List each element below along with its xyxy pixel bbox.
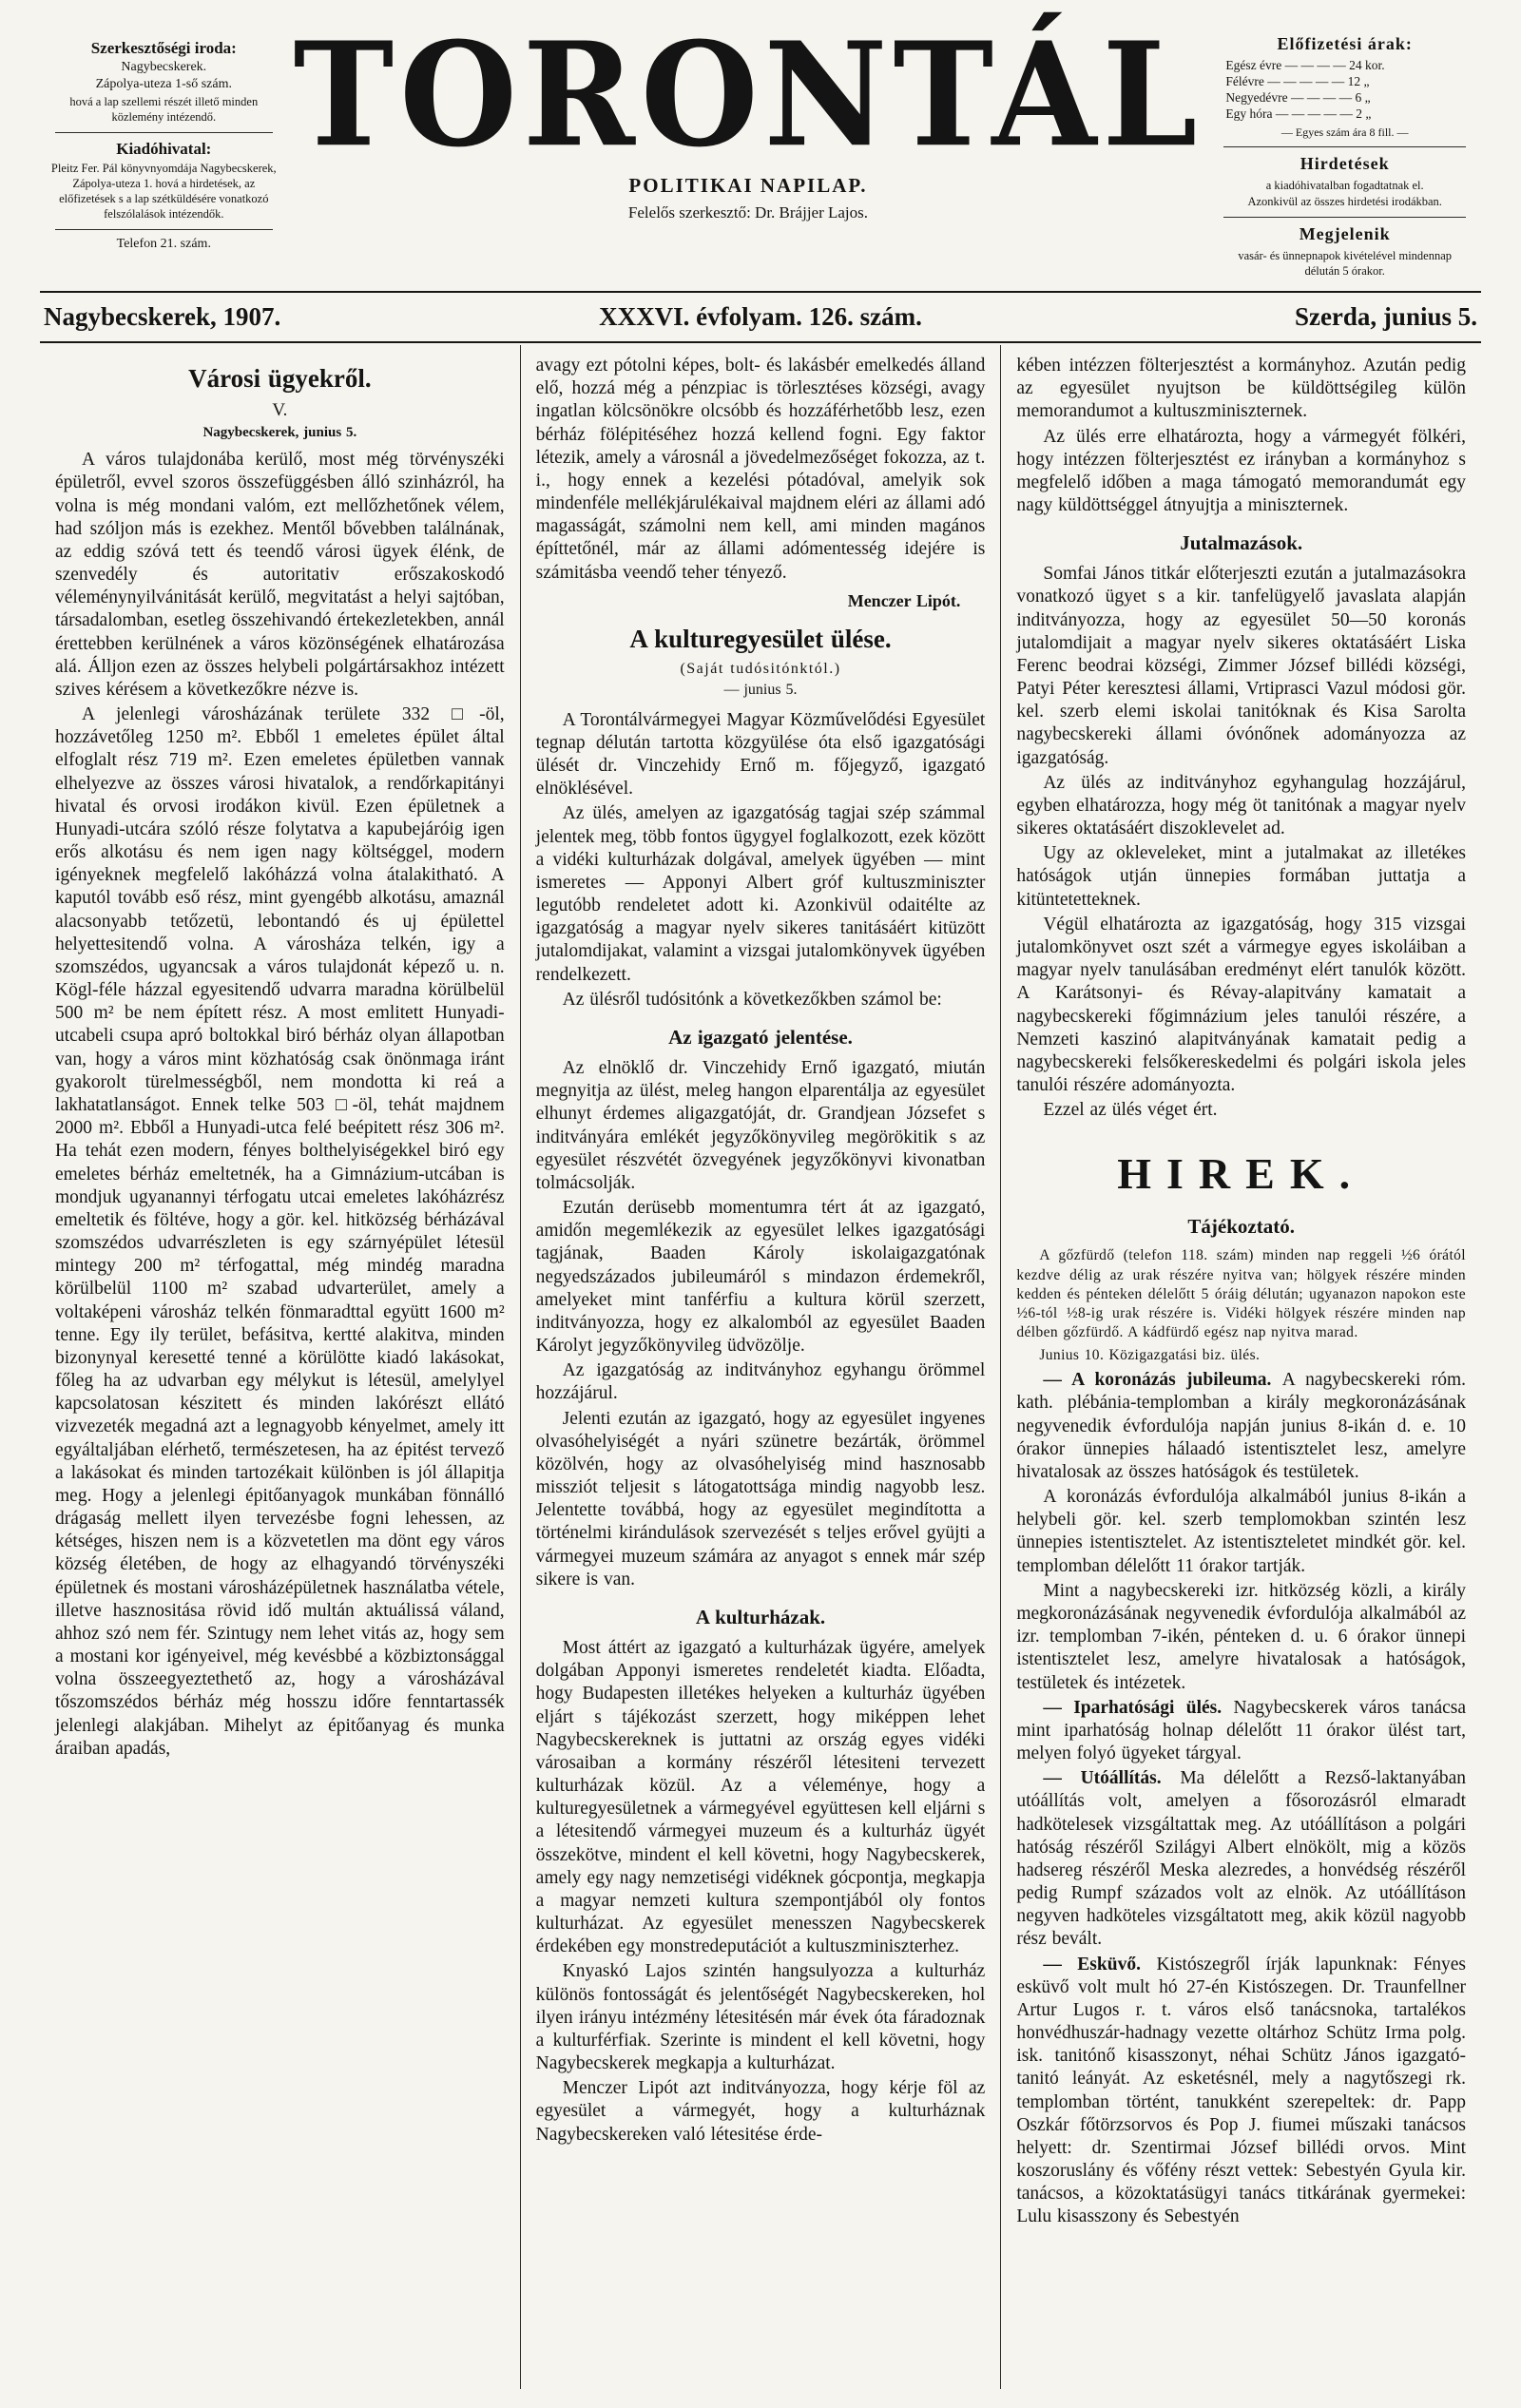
info-note: Azonkivül az összes hirdetési irodákban.	[1247, 195, 1442, 209]
news-item-lead: — Utóállítás.	[1043, 1768, 1181, 1789]
section-heading: Jutalmazások.	[1180, 531, 1303, 555]
editorial-office-box	[40, 23, 288, 254]
small-paragraph: A gőzfürdő (telefon 118. szám) minden nap reggeli ½6 órától kezdve délig az urak részére nyitva van; hölgyek részére minden kedden és pénteken délelőtt 5 óráig délután; ugyanazon napokon este ½6-tól ½8-ig urak részére is. Vidéki hölgyek részére minden nap délben gőzfürdő. A kádfürdő egész nap nyitva marad.	[1016, 1247, 1467, 1340]
paragraph: A város tulajdonába kerülő, most még törvényszéki épületről, evvel szoros összefüggésben álló szinházról, ha volna is még mondani valóm, ezt mellőzhetőnek vélem, had szóljon más is ezekhez. Mentől bővebben találnának, az eddig szóvá tett és teendő városi ügyek élénk, de szenvedély és autoritativ erőszakoskodó véleménynyilvánitását kerülő, megvitatást a helyi sajtóban, társadalomban, esetleg összehivandó értekezletekben, annál érettebben kerülnének a város közönségének elhatározása alá. Álljon ezen az összes helybeli polgártársakhoz intézett szives kérésem a következőkre nézve is.	[55, 450, 505, 700]
office-line: Nagybecskerek.	[121, 60, 207, 74]
paragraph: Az ülés az inditványhoz egyhangulag hozzájárul, egyben elhatározza, hogy még öt tanitónak a magyar nyelv sikeres oktatásáért diszoklevelet ad.	[1016, 772, 1467, 839]
article-dateline: Nagybecskerek, junius 5.	[202, 424, 357, 440]
subscription-price-line: Félévre — — — — — 12 „	[1225, 74, 1370, 88]
paragraph: Jelenti ezután az igazgató, hogy az egyesület ingyenes olvasóhelyiségét a nyári szünetre bezárták, örömmel közölvén, hogy az olvasóhelyiség mind hasznosabb missziót teljesit s látogatottsága mindig nagyobb lesz. Jelentette továbbá, hogy az egyesület megindította a történelmi kirándulások szervezését s teljes erővel gyüjti a vármegyei muzeum számára az anyagot s ennek már szép sikere is van.	[535, 1408, 986, 1589]
subscription-price-line: Negyedévre — — — — 6 „	[1225, 90, 1371, 105]
responsible-editor-line: Felelős szerkesztő: Dr. Brájjer Lajos.	[627, 202, 869, 222]
small-paragraph: Junius 10. Közigazgatási biz. ülés.	[1039, 1347, 1261, 1364]
author-signature: Menczer Lipót.	[847, 590, 961, 610]
column-3	[1000, 345, 1481, 2389]
article-title: A kulturegyesület ülése.	[629, 625, 892, 654]
info-note: a kiadóhivatalban fogadtatnak el.	[1265, 179, 1424, 192]
subscription-price-line: Egy hóra — — — — — 2 „	[1225, 106, 1372, 121]
paragraph: Mint a nagybecskereki izr. hitközség közli, a király megkoronázásának negyvenedik évfordulója alkalmából az izr. templomban 7-ikén, pénteken d. u. 6 órakor ünnepi istentisztelet lesz, amelyre hivatalosak a hatóságok, testületek és intézetek.	[1016, 1580, 1467, 1693]
news-item-lead: — Esküvő.	[1043, 1954, 1157, 1975]
paragraph: Ezután derüsebb momentumra tért át az igazgató, amidőn megemlékezik az egyesület lelkes igazgatósági tagjának, Baaden Károly iskolaigazgatónak negyedszázados jubileumáról s mindazon érdemekről, amelyeket mint tanférfiu a kultura körül szerzett, inditványozza, hogy ez alkalomból az egyesület Baaden Károlyt jegyzőkönyvileg üdvözölje.	[535, 1198, 986, 1357]
paragraph: Az ülés, amelyen az igazgatóság tagjai szép számmal jelentek meg, több fontos ügygyel foglalkozott, ezek között a vidéki kulturházak dolgával, amelyek ügyében — mint ismeretes — Apponyi Albert gróf kultuszminiszter legutóbb rendeletet adott ki. Azonkivül odaitélte az igazgatóság a magyar nyelv sikeres tanitásáért kitüzött jutalomdijakat, valamint a vizsgai jutalomkönyvek ügyében rendelkezett.	[535, 803, 986, 985]
dateline-issue: XXXVI. évfolyam. 126. szám.	[599, 302, 922, 331]
masthead	[40, 11, 1481, 279]
paragraph-continuation: kében intézzen fölterjesztést a kormányhoz. Azután pedig az egyesület nyujtson be küldöttségileg külön memorandumot a kultuszminiszternek.	[1016, 356, 1467, 422]
paragraph: Knyaskó Lajos szintén hangsulyozza a kulturház különös fontosságát és jelentőségét Nagybecskereken, hol ilyen irányu intézmény létesitésén már évek óta fáradoznak a kulturférfiak. Szerinte is mindent el kell követni, hogy Nagybecskerek megkapja a kulturházat.	[535, 1961, 986, 2074]
news-item-lead: — A koronázás jubileuma.	[1043, 1370, 1282, 1391]
paragraph: Ezzel az ülés véget ért.	[1043, 1100, 1218, 1121]
article-columns	[40, 345, 1481, 2389]
paragraph: A jelenlegi városházának területe 332 □-öl, hozzávetőleg 1250 m². Ebből 1 emeletes épület által elfoglalt rész 719 m². Ezen emeletes épületben vannak elhelyezve az összes városi hivatalok, a rendőrkapitányi hivatal és orvosi irodákon kivül. Ezen épületnek a Hunyadi-utcára szóló része folytatva a kapubejáróig igen erős alkotásu és nem igen nagy költséggel, modern igényeknek megfelelő lakóházzá volna átalakitható. A kaputól tovább eső rész, mint gyengébb alkotásu, amaznál alacsonyabb tetőzetü, lebontandó és uj épülettel helyettesitendő volna. A városháza telkén, igy a szomszédos, ugyancsak a város tulajdonát képező u. n. Kögl-féle házzal egyesitendő udvarra maradna körülbelül 500 m² be nem épített rész. A most emlitett Hunyadi-utcabeli csupa apró boltokkal biró bérház olyan állapotban van, hogy a város mint közhatóság csak önönmaga iránt gyakorolt türelmességből, nem mondotta ki reá a lakhatatlanságot. Ennek telke 503 □-öl, tehát majdnem 2000 m². Ebből a Hunyadi-utca felé beépitett rész 306 m². Ha tehát ezen modern, fényes bolthelyiségekkel biró egy emeletes bérház emeltetnék, ha a Gimnázium-utcában is mondjuk ugyanannyi térfogatu utcai emeletes lakóházrész emeltetik és föltéve, hogy a gör. kel. hitközség bérházával szomszédos udvarrészleten is egy szárnyépület létesül mintegy 200 m² térfogattal, még mindég maradna körülbelül 1100 m² szabad udvarterület, amely a voltaképeni városház telkén fönmaradttal együtt 1600 m² tenne. Egy ily terület, befásitva, kertté alakitva, minden bizonynyal keresetté tenné a körülötte kiadó lakásokat, főleg ha az udvarban egy mélykut is létesül, amelylyel kapcsolatosan készitett és minden lakórészt ellátó vizvezeték megadná azt a legnagyobb kényelmet, amely itt egyáltaljában elérhető, természetesen, ha az épitést tervező a lakásokat és minden tartozékait különben is jól állapitja meg. Hogy a jelenlegi épitőanyagok munkában fönnálló drágaság mellett ilyen tervezésbe fogni lehessen, az kétséges, hiszen nem is a közvetetlen ma dönt egy város község életében, de hogy az elhagyandó törvényszéki épületnek és mostani városházépületnek használatba vétele, illetve hasznositása rövid idő multán aktuálissá váland, ahhoz szó nem fér. Szintugy nem lehet vitás az, hogy sem a mostani kor igényeivel, még kevésbbé a közbiztonsággal volna összeegyeztethető az, hogy a városházával tőszomszédos bérház még hosszu időre fenntartassék jelenlegi alakjában. Mihelyt az épitőanyag és munka áraiban apadás,	[55, 704, 505, 1759]
paragraph: Ugy az okleveleket, mint a jutalmakat az illetékes hatóságok utján ünnepies formában juttatja a kitüntetetteknek.	[1016, 843, 1467, 910]
paragraph: — Iparhatósági ülés. Nagybecskerek város tanácsa mint iparhatóság holnap délelőtt 11 órakor ülést tart, melyen folyó ügyeket tárgyal.	[1016, 1697, 1467, 1764]
paragraph: Az igazgatóság az inditványhoz egyhangu örömmel hozzájárul.	[535, 1360, 986, 1404]
paragraph-continuation: avagy ezt pótolni képes, bolt- és lakásbér emelkedés álland elő, hozzá még a pénzpiac is törlesztéses községi, avagy ingatlan kölcsönökre olcsóbb és hozzáférhetőbb lesz, ezen bérház fölépitéséhez hozzá kellend fogni. Egy faktor létezik, amely a városnál a jövedelmezőséget fokozza, az t. i., hogy ennek a kezelési pótadóval, amelyik sok mindenféle mellékjárulékaival majdnem eléri az állami adó magasságát, számolni nem kell, ami minden magános építtetőnél, már az állami adómentesség idejére is számitásba veendő teher tényező.	[535, 356, 986, 583]
date-note: — junius 5.	[723, 681, 798, 698]
paragraph: Végül elhatározta az igazgatóság, hogy 315 vizsgai jutalomkönyvet oszt szét a vármegye egyes iskoláiban a magyar nyelv tanulásában eredményt elért tanulók között. A Karátsonyi- és Révay-alapitvány kamatait a nagybecskereki főgimnázium jeles tanulói részére, a Nemzeti kaszinó alapitványának kamatait pedig a nagybecskereki felsőkereskedelmi és polgári iskola jeles tanulói részére adományozta.	[1016, 914, 1467, 1096]
info-section-title: Hirdetések	[1300, 154, 1390, 173]
masthead-center	[288, 11, 1209, 222]
subscription-info-box	[1208, 23, 1481, 279]
paragraph: — A koronázás jubileuma. A nagybecskereki róm. kath. plébánia-templomban a király megkoronázásának negyvenedik évfordulója napján junius 8-ikán d. e. 10 órakor ünnepies hálaadó istentisztelet lesz, amelyre hivatalosak az összes hatóságok és testületek.	[1016, 1370, 1467, 1482]
office-section-title: Szerkesztőségi iroda:	[90, 39, 237, 57]
office-note: hová a lap szellemi részét illető minden közlemény intézendő.	[69, 95, 259, 125]
newspaper-subtitle: POLITIKAI NAPILAP.	[628, 173, 868, 197]
section-heading: Tájékoztató.	[1187, 1215, 1295, 1239]
section-heading: A kulturházak.	[695, 1605, 826, 1628]
part-number: V.	[272, 400, 288, 421]
paragraph: A koronázás évfordulója alkalmából junius 8-ikán a helybeli gör. kel. szerb templomokban szintén lesz ünnepies istentisztelet. Az istentiszteletet mindkét gör. kel. templomban délelőtt 11 órakor tartják.	[1016, 1487, 1467, 1576]
paragraph: Most áttért az igazgató a kulturházak ügyére, amelyek dolgában Apponyi ismeretes rendeletét kiadta. Előadta, hogy Budapesten illetékes helyeken a kulturház ügyében eljárt s tájékozást szerzett, hogy miképpen lehet Nagybecskereknek is juttatni az ország egyes vidéki városaiban a kormány részéről létesiteni tervezett kulturházak közül. Az a véleménye, hogy a kulturegyesületnek a vármegyével együttesen kell eljárni s a létesitendő vármegyei muzeum és a kulturház ügyét összekötve, mindent el kell követni, hogy Nagybecskerek, amely egy nagy nemzetiségi vidéknek gócpontja, megkapja a magyar nemzeti kultura szempontjából oly fontos kulturházat. Az egyesület menesszen Nagybecskerek érdekében egy monstredeputációt a kultuszminiszterhez.	[535, 1637, 986, 1957]
dateline-place: Nagybecskerek, 1907.	[44, 302, 281, 331]
news-section-title: HIREK.	[1117, 1149, 1366, 1199]
office-note: Pleitz Fer. Pál könyvnyomdája Nagybecskerek, Zápolya-uteza 1. hová a hirdetések, az előfizetések s a lap szétküldésére vonatkozó felszólalások intézendők.	[50, 161, 277, 222]
info-section-title: Előfizetési árak:	[1277, 34, 1413, 53]
divider-rule	[55, 132, 273, 133]
paragraph: Az ülés erre elhatározta, hogy a vármegyét fölkéri, hogy intézzen fölterjesztést ez irányban a kormányhoz s megfelelő időben a maga támogató memorandumát egy nagy küldöttséggel átnyujtja a miniszternek.	[1016, 426, 1467, 516]
subscription-price-line: Egész évre — — — — 24 kor.	[1225, 58, 1385, 72]
paragraph: Az elnöklő dr. Vinczehidy Ernő igazgató, miután megnyitja az ülést, meleg hangon elparentálja az egyesület elhunyt érdemes aligazgatóját, dr. Grandjean Józsefet s inditványára emlékét jegyzőkönyvileg megörökitik s az egyesület részvétét özvegyének jegyzőkönyvi kivonatban tolmácsolják.	[535, 1058, 986, 1193]
paragraph: Az ülésről tudósitónk a következőkben számol be:	[562, 989, 942, 1010]
divider-rule	[55, 229, 273, 230]
dateline-bar	[40, 291, 1481, 343]
column-1	[40, 345, 520, 2389]
paragraph: Somfai János titkár előterjeszti ezután a jutalmazásokra vonatkozó ügyet s a kir. tanfelügyelő javaslata alapján inditványozza, hogy az egyesület 50—50 koronás jutalomdijait a magyar nyelv sikeres oktatásáért Liska Ferenc beodrai községi, Zimmer József billédi községi, Patyi Péter keresztesi állami, Vrtiprasci Vazul módosi gör. kel. szerb elemi iskolai tanitóknak és Kisa Sarolta nagybecskereki állami óvónőnek adományozza az igazgatóság.	[1016, 564, 1467, 768]
news-item-lead: — Iparhatósági ülés.	[1043, 1697, 1234, 1718]
office-section-title: Kiadóhivatal:	[116, 139, 212, 158]
article-title: Városi ügyekről.	[188, 364, 372, 393]
info-section-title: Megjelenik	[1299, 223, 1391, 243]
divider-rule	[1223, 217, 1466, 218]
column-2	[520, 345, 1001, 2389]
paragraph: — Esküvő. Kistószegről írják lapunknak: Fényes esküvő volt mult hó 27-én Kistószegen. Dr. Traunfellner Artur Lugos r. t. város első tanácsnoka, tartalékos honvédhuszár-hadnagy vezette oltárhoz Schütz Irma polg. isk. tanitónő kisasszonyt, néhai Schütz János igazgató-tanitó leányát. Az esketésnél, mely a nagytőszegi rk. templomban történt, tanukként szerepeltek: dr. Papp Oszkár főtörzsorvos és Pop J. fiumei műszaki tanácsos helyett: dr. Szentirmai József billédi orvos. Mint koszoruslány és vőfény részt vettek: Sebestyén Gyula kir. tanácsos, a közoktatásügyi tanács titkárának gyermekei: Lulu kisasszony és Sebestyén	[1016, 1954, 1467, 2227]
newspaper-title: TORONTÁL	[293, 11, 1203, 180]
single-copy-price: — Egyes szám ára 8 fill. —	[1280, 125, 1409, 139]
paragraph: A Torontálvármegyei Magyar Közművelődési Egyesület tegnap délután tartotta közgyülése óta első igazgatósági ülését dr. Vinczehidy Ernő m. főjegyző, igazgató elnöklésével.	[535, 709, 986, 799]
divider-rule	[1223, 146, 1466, 147]
paragraph: — Utóállítás. Ma délelőtt a Rezső-laktanyában utóállítás volt, amelyen a fősorozásról elmaradt hadkötelesek vizsgáltattak meg. Az utóállításon a polgári hatóság részéről Szilágyi Albert elnökölt, mig a közös hadsereg részéről Meska alezredes, a honvédség részéről pedig Rumpf százados volt az elnök. Az utóállításon negyven hadköteles vizsgáltatott meg, akik közül nagyobb rész bevált.	[1016, 1768, 1467, 1950]
paragraph: Menczer Lipót azt inditványozza, hogy kérje föl az egyesület a vármegyét, hogy a kulturháznak Nagybecskereken való létesitése érde-	[535, 2078, 986, 2145]
source-note: (Saját tudósitónktól.)	[680, 661, 841, 678]
dateline-date: Szerda, junius 5.	[1294, 302, 1477, 331]
office-line: Zápolya-uteza 1-ső szám.	[95, 77, 233, 91]
info-note: vasár- és ünnepnapok kivételével mindennap délután 5 órakor.	[1238, 248, 1453, 278]
office-line: Telefon 21. szám.	[116, 236, 211, 251]
section-heading: Az igazgató jelentése.	[668, 1025, 853, 1049]
